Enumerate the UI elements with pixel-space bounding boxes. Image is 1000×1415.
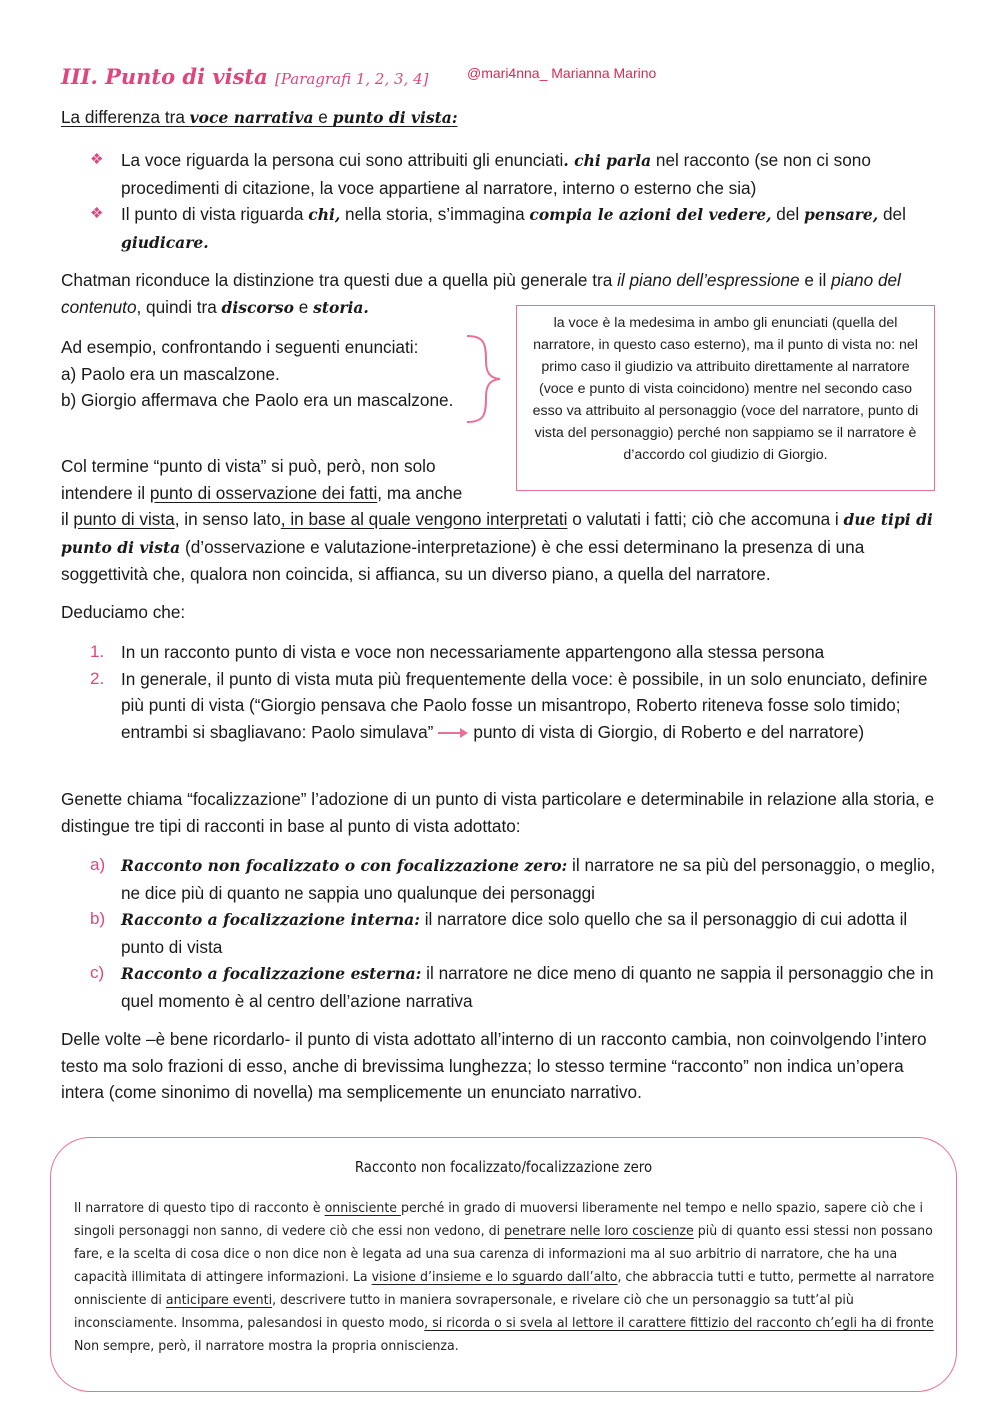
example-intro: Ad esempio, confrontando i seguenti enunciati:: [61, 337, 419, 357]
list-item-text: In un racconto punto di vista e voce non necessariamente appartengono alla stessa persona: [121, 642, 825, 662]
title-text: III. Punto di vista: [61, 64, 268, 89]
deduciamo-intro: Deduciamo che:: [61, 602, 186, 622]
bullet-handwritten: pensare,: [804, 205, 879, 224]
para-italic: il piano dell’espressione: [617, 270, 800, 290]
deduciamo-list: [90, 639, 940, 745]
bullet-text: del: [878, 204, 906, 224]
box-text: , descrivere tutto in maniera sovrapersonale, e rivelare ciò che un personaggio sa tutt’al più inconsciamente. Insomma, palesandosi in questo modo: [74, 1292, 854, 1331]
termine-paragraph: [61, 506, 941, 588]
list-item: [90, 852, 940, 906]
list-item-head: Racconto a focalizzazione esterna:: [121, 964, 422, 983]
example-a: a) Paolo era un mascalzone.: [61, 363, 280, 384]
intro-conj: e: [313, 107, 333, 127]
para-text: o valutati i fatti; ciò che accomuna i: [567, 509, 844, 529]
list-item: [90, 666, 940, 746]
termine-line-1: Col termine “punto di vista” si può, però, non solo: [61, 456, 436, 476]
term-punto-di-vista: punto di vista:: [332, 108, 458, 127]
termine-lines: [61, 453, 511, 506]
diamond-bullet-icon: ❖: [90, 151, 104, 168]
para-underlined: punto di osservazione dei fatti: [149, 482, 378, 503]
example-b: b) Giorgio affermava che Paolo era un mascalzone.: [61, 390, 454, 410]
author-handle: @mari4nna_ Marianna Marino: [467, 65, 657, 81]
focus-box: [50, 1137, 957, 1392]
list-item-text: il narratore ne dice meno di quanto ne sappia il personaggio che in quel momento è al centro dell’azione narrativa: [121, 963, 934, 1011]
list-item-text: il narratore dice solo quello che sa il personaggio di cui adotta il punto di vista: [121, 909, 908, 957]
termine-line-2: [61, 480, 511, 507]
bullet-handwritten: . chi parla: [563, 151, 652, 170]
bullet-punto-di-vista: [90, 201, 940, 256]
para-text: (d’osservazione e valutazione-interpretazione) è che essi determinano la presenza di una soggettività che, qualora non coincida, si affianca, su un diverso piano, a quella del narratore.: [61, 536, 865, 584]
box-text: più di quanto essi stessi non possano fare, e la scelta di cosa dice o non dice non è legata ad una sua carenza di informazioni ma al suo arbitrio di narratore, che ha una capacità illimitata di attingere informazioni. La: [74, 1223, 933, 1285]
para-underlined: , in base al quale vengono interpretati: [280, 509, 568, 529]
bullet-handwritten: compia le azioni del vedere,: [529, 205, 772, 224]
list-letter: a): [90, 855, 106, 874]
term-voce-narrativa: voce narrativa: [189, 108, 314, 127]
box-text: Non sempre, però, il narratore mostra la propria onniscienza.: [74, 1338, 459, 1354]
section-title: [61, 64, 428, 89]
list-item-text: In generale, il punto di vista muta più frequentemente della voce: è possibile, in un solo enunciato, definire più punti di vista (“Giorgio pensava che Paolo fosse un misantropo, Roberto riteneva fosse solo timido; entrambi si sbagliavano: Paolo simulava”: [121, 668, 928, 742]
para-text: , quindi tra: [136, 296, 222, 317]
para-text: , in senso lato: [174, 509, 281, 529]
intro-lead: La differenza tra: [61, 107, 190, 127]
box-text: , che abbraccia tutti e tutto, permette al narratore onnisciente di: [74, 1269, 935, 1308]
bullet-text: del: [771, 204, 804, 224]
para-handwritten: due tipi di punto di vista: [61, 510, 933, 557]
genette-paragraph: Genette chiama “focalizzazione” l’adozione di un punto di vista particolare e determinabile in relazione alla storia, e distingue tre tipi di racconti in base al punto di vista adottato:: [61, 789, 935, 836]
box-underlined: penetrare nelle loro coscienze: [504, 1223, 694, 1239]
bullet-text: nel racconto (se non ci sono procedimenti di citazione, la voce appartiene al narratore, interno o esterno che sia): [121, 150, 871, 198]
list-item-text: il narratore ne sa più del personaggio, o meglio, ne dice più di quanto ne sappia uno qualunque dei personaggi: [121, 855, 936, 903]
para-text: Chatman riconduce la distinzione tra questi due a quella più generale tra: [61, 270, 618, 290]
curly-brace-icon: [462, 333, 506, 425]
arrow-right-icon: [437, 727, 469, 739]
bullet-text: La voce riguarda la persona cui sono attribuiti gli enunciati: [121, 150, 564, 170]
definition-bullets: [90, 147, 940, 256]
diamond-bullet-icon: ❖: [90, 205, 104, 222]
box-underlined: onnisciente: [324, 1200, 402, 1216]
bullet-handwritten: giudicare.: [121, 232, 209, 252]
list-item: [90, 960, 940, 1014]
para-text: intendere il: [61, 482, 150, 503]
example-block: [61, 334, 491, 414]
para-text: e il: [799, 270, 832, 290]
box-body: [74, 1197, 934, 1358]
para-underlined: punto di vista: [73, 509, 175, 529]
box-text: perché in grado di muoversi liberamente nel tempo e nello spazio, sapere ciò che i singoli personaggi non sanno, di vedere ciò che essi non vedono, di: [74, 1200, 923, 1239]
bullet-voce: [90, 147, 940, 201]
box-text: Il narratore di questo tipo di racconto è: [74, 1200, 325, 1216]
box-underlined: anticipare eventi: [165, 1292, 273, 1308]
intro-line: [61, 104, 941, 132]
note-box: la voce è la medesima in ambo gli enunciati (quella del narratore, in questo caso esterno), ma il punto di vista no: nel primo caso il giudizio va attribuito direttamente al narratore (voce e punto di vista coincidono) mentre nel secondo caso esso va attribuito al personaggio (voce del narratore, punto di vista del personaggio) perché non sappiamo se il narratore è d’accordo col giudizio di Giorgio.: [516, 305, 935, 491]
para-text: il: [61, 509, 74, 529]
list-letter: b): [90, 909, 106, 928]
para-text: , ma anche: [377, 482, 463, 503]
bullet-text: nella storia, s’immagina: [340, 204, 530, 224]
list-item-text: punto di vista di Giorgio, di Roberto e del narratore): [473, 721, 865, 742]
para-text: e: [294, 296, 314, 317]
list-letter: c): [90, 963, 105, 982]
box-underlined: visione d’insieme e lo sguardo dall’alto: [371, 1269, 618, 1285]
list-item-head: Racconto non focalizzato o con focalizzazione zero:: [121, 856, 568, 875]
list-item-head: Racconto a focalizzazione interna:: [121, 910, 420, 929]
list-number: 2.: [90, 668, 105, 688]
title-paragraphs: [Paragrafi 1, 2, 3, 4]: [275, 70, 429, 88]
list-number: 1.: [90, 642, 105, 661]
box-title: Racconto non focalizzato/focalizzazione zero: [354, 1158, 653, 1176]
para-handwritten: storia.: [313, 297, 369, 317]
focalizzazione-list: [90, 852, 940, 1014]
bullet-handwritten: chi,: [308, 205, 341, 224]
para-handwritten: discorso: [221, 297, 294, 317]
bullet-text: Il punto di vista riguarda: [121, 204, 309, 224]
para-italic: piano del contenuto: [61, 270, 901, 317]
list-item: [90, 906, 940, 960]
delle-volte-paragraph: Delle volte –è bene ricordarlo- il punto di vista adottato all’interno di un racconto cambia, non coinvolgendo l’intero testo ma solo frazioni di esso, anche di brevissima lunghezza; lo stesso termine “racconto” non indica un’opera intera (come sinonimo di novella) ma semplicemente un enunciato narrativo.: [61, 1029, 927, 1102]
list-item: [90, 639, 940, 666]
box-underlined: , si ricorda o si svela al lettore il carattere fittizio del racconto ch’egli ha di fronte: [424, 1315, 934, 1331]
